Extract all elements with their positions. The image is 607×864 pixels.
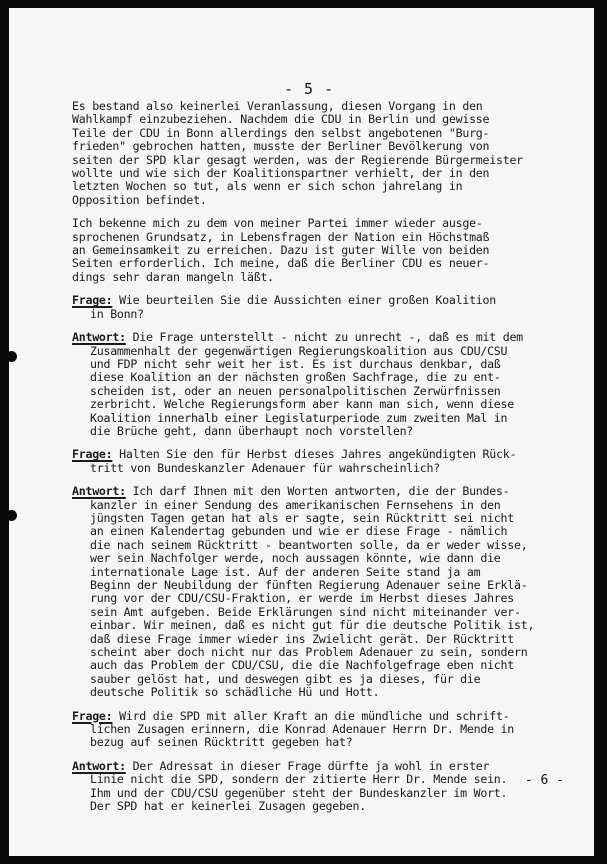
question-text: Wird die SPD mit aller Kraft an die mündliche und schrift- (112, 708, 510, 723)
text-line: sein Amt aufgeben. Beide Erklärungen sind nicht miteinander ver- (90, 604, 521, 619)
text-line: bezug auf seinen Rücktritt gegeben hat? (90, 735, 353, 750)
text-line: Koalition innerhalb einer Legislaturperiode zum zweiten Mal in (90, 410, 508, 425)
text-line: tritt von Bundeskanzler Adenauer für wahrscheinlich? (90, 460, 440, 475)
text-line: die Brüche geht, dann überhaupt noch vorstellen? (90, 423, 414, 438)
text-line: scheint aber doch nicht nur das Problem Adenauer zu sein, sondern (90, 645, 528, 660)
answer-text: Ich darf Ihnen mit den Worten antworten, die der Bundes- (125, 484, 510, 499)
question-text: Wie beurteilen Sie die Aussichten einer großen Koalition (112, 293, 497, 308)
text-line (72, 331, 582, 344)
text-line: die nach seinem Rücktritt - beantworten solle, da er weder wisse, (90, 537, 528, 552)
text-line: und FDP nicht sehr weit her ist. Es ist durchaus denkbar, daß (90, 356, 501, 371)
text-line: sauber gelöst hat, und deswegen gibt es ja dieses, für die (90, 671, 481, 686)
punch-hole (9, 351, 17, 362)
text-line: Beginn der Neubildung der fünften Regierung Adenauer seine Erklä- (90, 578, 528, 592)
answer-block (72, 485, 582, 700)
question-block (72, 448, 582, 475)
question-block (72, 710, 582, 750)
text-line: frieden" gebrochen hatten, musste der Berliner Bevölkerung von (72, 139, 490, 154)
text-line: zerbricht. Welche Regierungsform aber kann man sich, wenn diese (90, 397, 514, 412)
text-line: Teile der CDU in Bonn allerdings den selbst angebotenen "Burg- (72, 125, 490, 140)
text-line: Wahlkampf einzubeziehen. Nachdem die CDU in Berlin und gewisse (72, 112, 490, 127)
answer-label: Antwort: (72, 484, 126, 499)
text-line: lichen Zusagen erinnern, die Konrad Adenauer Herrn Dr. Mende in (90, 722, 514, 737)
text-line: wollte und wie sich der Koalitionspartner verhielt, der in den (72, 166, 490, 181)
page-number: - 5 - (284, 80, 335, 98)
document-page (9, 8, 594, 856)
question-label: Frage: (72, 708, 113, 723)
text-line: sprochenen Grundsatz, in Lebensfragen der Nation ein Höchstmaß (72, 229, 490, 244)
question-label: Frage: (72, 293, 113, 308)
answer-label: Antwort: (72, 330, 126, 345)
text-line: auch das Problem der CDU/CSU, die die Nachfolgefrage eben nicht (90, 658, 514, 673)
text-line: scheiden ist, oder an neuen personalpolitischen Zerwürfnissen (90, 383, 501, 398)
text-line: letzten Wochen so tut, als wenn er sich schon jahrelang in (72, 179, 463, 194)
question-text: Halten Sie den für Herbst dieses Jahres angekündigten Rück- (112, 447, 517, 462)
text-line: in Bonn? (90, 306, 144, 321)
question-block (72, 294, 582, 321)
text-line: Seiten erforderlich. Ich meine, daß die Berliner CDU es neuer- (72, 256, 490, 271)
answer-text: Der Adressat in dieser Frage dürfte ja wohl in erster (125, 758, 490, 773)
text-line: internationale Lage ist. Auf der anderen Seite stand ja am (90, 564, 481, 579)
answer-block (72, 760, 582, 814)
next-page-marker: - 6 - (524, 773, 564, 788)
document-body (72, 100, 582, 824)
text-line: dings sehr daran mangeln läßt. (72, 269, 274, 284)
text-line: Zusammenhalt der gegenwärtigen Regierungskoalition aus CDU/CSU (90, 343, 508, 358)
text-line: rung vor der CDU/CSU-Fraktion, er werde im Herbst dieses Jahres (90, 591, 514, 606)
text-line: Ich bekenne mich zu dem von meiner Partei immer wieder ausge- (72, 216, 483, 231)
answer-text: Die Frage unterstellt - nicht zu unrecht -, daß es mit dem (125, 330, 523, 345)
punch-hole (9, 510, 17, 521)
text-line: wer sein Nachfolger werde, noch aussagen könnte, wie dann die (90, 551, 501, 566)
text-line: Der SPD hat er keinerlei Zusagen gegeben. (90, 799, 366, 814)
question-label: Frage: (72, 447, 113, 462)
text-line: seiten der SPD klar gesagt werden, was der Regierende Bürgermeister (72, 152, 523, 167)
text-line: daß diese Frage immer wieder ins Zwielicht gerät. Der Rücktritt (90, 631, 514, 646)
text-line: einbar. Wir meinen, daß es nicht gut für die deutsche Politik ist, (90, 618, 535, 633)
answer-label: Antwort: (72, 758, 126, 773)
text-line: Es bestand also keinerlei Veranlassung, diesen Vorgang in den (72, 99, 483, 113)
text-line (72, 448, 582, 461)
text-line: diese Koalition an der nächsten großen Sachfrage, die zu ent- (90, 370, 501, 385)
text-line: an einen Kalendertag gebunden und wie er diese Frage - nämlich (90, 524, 508, 539)
text-line (72, 294, 582, 307)
text-line (72, 710, 582, 723)
text-line: an Gemeinsamkeit zu erreichen. Dazu ist guter Wille von beiden (72, 243, 490, 258)
text-line: Ihm und der CDU/CSU gegenüber steht der Bundeskanzler im Wort. (90, 785, 508, 800)
answer-block (72, 331, 582, 438)
text-line: Opposition befindet. (72, 192, 207, 207)
text-line: jüngsten Tagen getan hat als er sagte, sein Rücktritt sei nicht (90, 510, 514, 525)
text-line: kanzler in einer Sendung des amerikanischen Fernsehens in den (90, 497, 501, 512)
text-line (72, 485, 582, 498)
text-line (72, 760, 582, 773)
text-line: deutsche Politik so schädliche Hü und Hott. (90, 685, 380, 700)
paragraph (72, 217, 582, 284)
paragraph (72, 100, 582, 207)
text-line: Linie nicht die SPD, sondern der zitierte Herr Dr. Mende sein. (90, 772, 508, 787)
